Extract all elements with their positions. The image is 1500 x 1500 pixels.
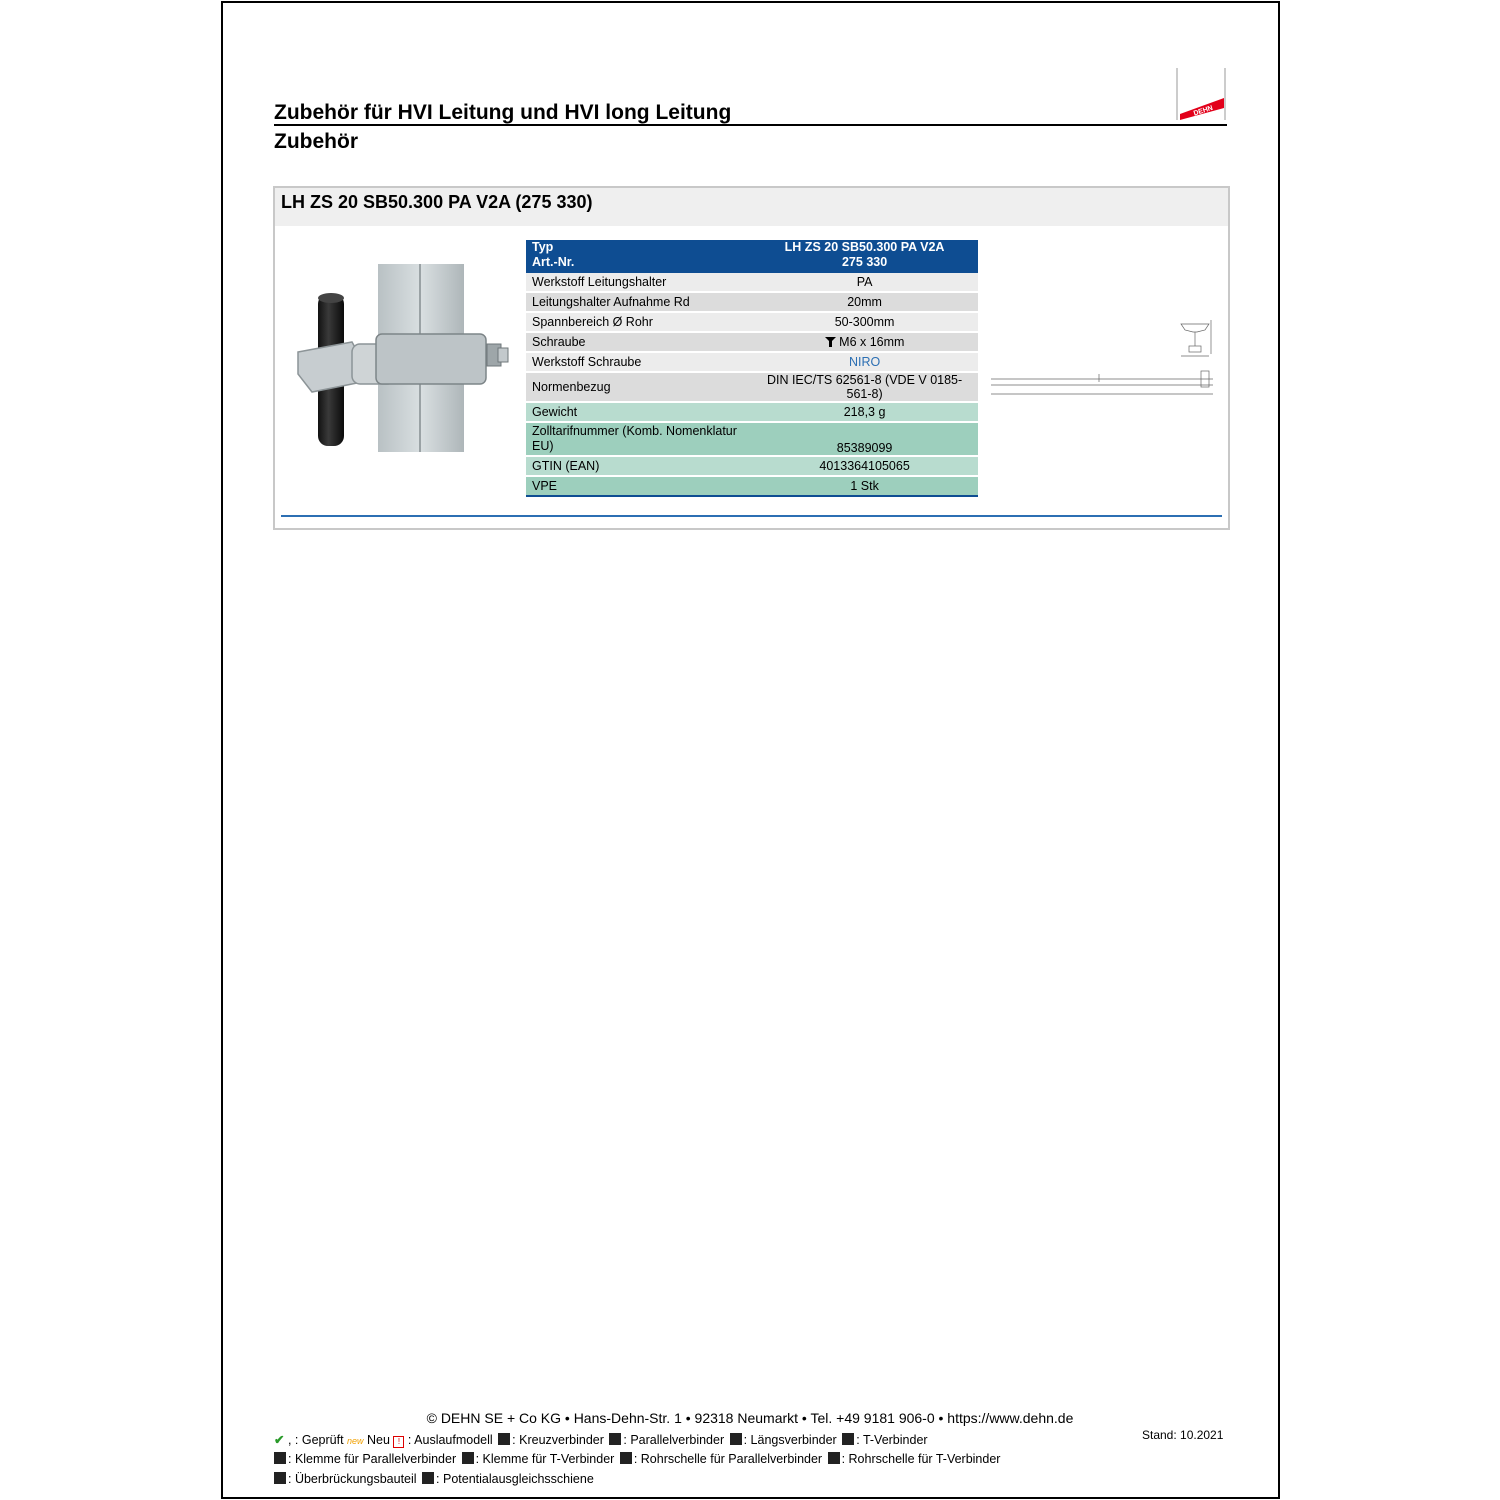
- row-label: Leitungshalter Aufnahme Rd: [526, 292, 751, 312]
- product-panel-header: [275, 188, 1228, 226]
- legend-text: : Potentialausgleichsschiene: [436, 1472, 594, 1486]
- legend-text: : Kreuzverbinder: [512, 1433, 604, 1447]
- pipe-clamp-t-icon: [828, 1452, 840, 1464]
- bridging-component-icon: [274, 1472, 286, 1484]
- row-value: 20mm: [751, 292, 978, 312]
- row-value: 50-300mm: [751, 312, 978, 332]
- art-value: 275 330: [841, 255, 888, 269]
- table-row: [526, 332, 978, 352]
- footer-stand: Stand: 10.2021: [1142, 1428, 1224, 1442]
- product-title: LH ZS 20 SB50.300 PA V2A (275 330): [281, 192, 593, 212]
- table-row: [526, 372, 978, 402]
- material-link[interactable]: NIRO: [751, 352, 978, 372]
- row-label: Werkstoff Leitungshalter: [526, 272, 751, 293]
- row-value: 4013364105065: [751, 456, 978, 476]
- row-value: 218,3 g: [751, 402, 978, 422]
- page-title: Zubehör für HVI Leitung und HVI long Leitung: [274, 101, 732, 124]
- title-rule: [274, 124, 1227, 126]
- spec-table-header: [526, 240, 978, 272]
- screw-head-icon: [825, 337, 836, 347]
- row-value: PA: [751, 272, 978, 293]
- table-row: [526, 272, 978, 293]
- legend-text: : Klemme für T-Verbinder: [475, 1452, 615, 1466]
- new-icon: new: [347, 1436, 364, 1446]
- row-label: Normenbezug: [526, 372, 751, 402]
- pipe-clamp-parallel-icon: [620, 1452, 632, 1464]
- art-label: Art.-Nr.: [532, 255, 575, 269]
- legend-line-2: [274, 1452, 1000, 1466]
- legend-text: : Überbrückungsbauteil: [288, 1472, 417, 1486]
- table-row: [526, 352, 978, 372]
- legend-line-3: [274, 1472, 594, 1486]
- table-row: [526, 292, 978, 312]
- table-row: [526, 422, 978, 456]
- row-label: Spannbereich Ø Rohr: [526, 312, 751, 332]
- typ-value: LH ZS 20 SB50.300 PA V2A: [784, 240, 945, 254]
- cross-connector-icon: [498, 1433, 510, 1445]
- legend-text: : Auslaufmodell: [404, 1433, 493, 1447]
- legend-text: : Klemme für Parallelverbinder: [288, 1452, 457, 1466]
- page-subtitle: Zubehör: [274, 130, 358, 153]
- t-connector-icon: [842, 1433, 854, 1445]
- spec-table: [526, 240, 978, 497]
- row-label: VPE: [526, 476, 751, 496]
- legend-text: : Längsverbinder: [743, 1433, 837, 1447]
- exclamation-icon: !: [393, 1436, 404, 1448]
- checkmark-icon: ✔: [274, 1433, 285, 1447]
- equipotential-bar-icon: [422, 1472, 434, 1484]
- legend-text: , : Geprüft: [284, 1433, 344, 1447]
- t-clamp-icon: [462, 1452, 474, 1464]
- row-label: Gewicht: [526, 402, 751, 422]
- row-value: 1 Stk: [751, 476, 978, 496]
- footer-copyright: © DEHN SE + Co KG • Hans-Dehn-Str. 1 • 92318 Neumarkt • Tel. +49 9181 906-0 • https://www.dehn.de: [426, 1410, 1074, 1426]
- row-value: M6 x 16mm: [839, 335, 905, 349]
- row-label: Werkstoff Schraube: [526, 352, 751, 372]
- table-row: [526, 456, 978, 476]
- table-row: [526, 476, 978, 496]
- legend-text: : Rohrschelle für Parallelverbinder: [633, 1452, 823, 1466]
- technical-drawing: [991, 316, 1219, 401]
- legend-text: : Parallelverbinder: [623, 1433, 725, 1447]
- panel-bottom-rule: [281, 515, 1222, 517]
- row-label: GTIN (EAN): [526, 456, 751, 476]
- row-label: Zolltarifnummer (Komb. Nomenklatur EU): [526, 422, 751, 456]
- row-value: 85389099: [751, 422, 978, 456]
- dehn-logo: [1176, 68, 1226, 122]
- row-label: Schraube: [526, 332, 751, 352]
- typ-label: Typ: [532, 240, 554, 254]
- row-value: DIN IEC/TS 62561-8 (VDE V 0185-561-8): [751, 372, 978, 402]
- table-row: [526, 402, 978, 422]
- table-row: [526, 312, 978, 332]
- parallel-clamp-icon: [274, 1452, 286, 1464]
- svg-text:DEHN: DEHN: [1192, 104, 1214, 118]
- product-photo: [292, 264, 512, 454]
- legend-text: : Rohrschelle für T-Verbinder: [841, 1452, 1001, 1466]
- product-panel: [273, 186, 1230, 530]
- longitudinal-connector-icon: [730, 1433, 742, 1445]
- legend-text: Neu: [363, 1433, 390, 1447]
- legend-text: : T-Verbinder: [856, 1433, 928, 1447]
- legend-line-1: [274, 1432, 928, 1448]
- parallel-connector-icon: [609, 1433, 621, 1445]
